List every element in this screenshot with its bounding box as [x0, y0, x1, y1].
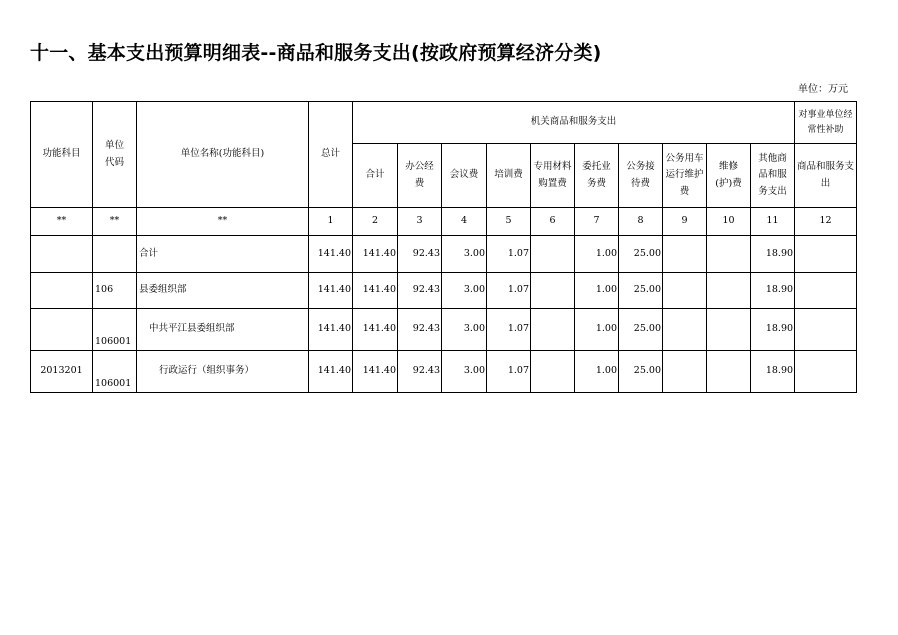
value-cell — [795, 236, 857, 273]
unit-label: 单位：万元 — [798, 84, 848, 95]
value-cell — [531, 273, 575, 309]
index-cell: 7 — [575, 208, 619, 236]
value-cell: 25.00 — [619, 273, 663, 309]
value-cell — [663, 351, 707, 393]
value-cell: 3.00 — [442, 273, 487, 309]
func-cell — [31, 236, 93, 273]
header-col-5: 培训费 — [487, 144, 531, 208]
table-row — [31, 273, 857, 309]
header-col-4: 会议费 — [442, 144, 487, 208]
value-cell: 92.43 — [398, 309, 442, 351]
value-cell: 141.40 — [353, 309, 398, 351]
value-cell: 3.00 — [442, 309, 487, 351]
header-col-7: 委托业务费 — [575, 144, 619, 208]
value-cell — [795, 273, 857, 309]
value-cell: 92.43 — [398, 351, 442, 393]
index-cell: 12 — [795, 208, 857, 236]
header-col-10: 维修(护)费 — [707, 144, 751, 208]
header-col-6: 专用材料购置费 — [531, 144, 575, 208]
value-cell: 1.00 — [575, 309, 619, 351]
index-cell: 2 — [353, 208, 398, 236]
code-cell — [93, 236, 137, 273]
header-func-subject: 功能科目 — [31, 102, 93, 208]
header-unit-name: 单位名称(功能科目) — [137, 102, 309, 208]
value-cell — [707, 273, 751, 309]
value-cell — [663, 273, 707, 309]
header-col-9: 公务用车运行维护费 — [663, 144, 707, 208]
value-cell: 18.90 — [751, 351, 795, 393]
header-col-11: 其他商品和服务支出 — [751, 144, 795, 208]
value-cell: 3.00 — [442, 236, 487, 273]
value-cell — [707, 236, 751, 273]
value-cell — [795, 309, 857, 351]
value-cell: 1.07 — [487, 351, 531, 393]
table-row — [31, 351, 857, 393]
value-cell — [707, 351, 751, 393]
index-cell: 3 — [398, 208, 442, 236]
value-cell: 141.40 — [309, 351, 353, 393]
value-cell: 141.40 — [309, 309, 353, 351]
page-title: 十一、基本支出预算明细表--商品和服务支出(按政府预算经济分类) — [30, 42, 602, 64]
value-cell: 25.00 — [619, 236, 663, 273]
table-row — [31, 236, 857, 273]
value-cell: 1.00 — [575, 236, 619, 273]
header-col-2: 合计 — [353, 144, 398, 208]
index-row — [31, 208, 857, 236]
value-cell — [707, 309, 751, 351]
value-cell — [663, 309, 707, 351]
table-row — [31, 309, 857, 351]
index-cell: 5 — [487, 208, 531, 236]
value-cell — [531, 351, 575, 393]
name-cell: 合计 — [137, 236, 309, 273]
func-cell — [31, 273, 93, 309]
value-cell: 1.00 — [575, 273, 619, 309]
header-subsidy-group: 对事业单位经常性补助 — [795, 102, 857, 144]
header-total: 总计 — [309, 102, 353, 208]
value-cell: 1.07 — [487, 273, 531, 309]
value-cell: 18.90 — [751, 236, 795, 273]
value-cell — [663, 236, 707, 273]
value-cell: 141.40 — [353, 236, 398, 273]
header-col-8: 公务接待费 — [619, 144, 663, 208]
header-col-12: 商品和服务支出 — [795, 144, 857, 208]
value-cell: 25.00 — [619, 351, 663, 393]
value-cell: 1.07 — [487, 309, 531, 351]
index-cell: 10 — [707, 208, 751, 236]
func-cell: 2013201 — [31, 351, 93, 393]
index-cell: 8 — [619, 208, 663, 236]
header-org-goods: 机关商品和服务支出 — [353, 102, 795, 144]
index-cell: 4 — [442, 208, 487, 236]
index-cell: ** — [137, 208, 309, 236]
code-cell: 106001 — [93, 351, 137, 393]
value-cell — [531, 309, 575, 351]
code-cell: 106 — [93, 273, 137, 309]
value-cell: 141.40 — [309, 273, 353, 309]
value-cell: 92.43 — [398, 236, 442, 273]
value-cell: 141.40 — [309, 236, 353, 273]
header-col-3: 办公经费 — [398, 144, 442, 208]
index-cell: 11 — [751, 208, 795, 236]
value-cell: 25.00 — [619, 309, 663, 351]
value-cell: 1.00 — [575, 351, 619, 393]
value-cell: 92.43 — [398, 273, 442, 309]
index-cell: ** — [31, 208, 93, 236]
value-cell: 18.90 — [751, 309, 795, 351]
code-cell: 106001 — [93, 309, 137, 351]
value-cell: 141.40 — [353, 351, 398, 393]
value-cell: 18.90 — [751, 273, 795, 309]
value-cell: 3.00 — [442, 351, 487, 393]
index-cell: 1 — [309, 208, 353, 236]
value-cell — [795, 351, 857, 393]
value-cell — [531, 236, 575, 273]
index-cell: ** — [93, 208, 137, 236]
index-cell: 9 — [663, 208, 707, 236]
name-cell: 行政运行（组织事务） — [137, 351, 309, 393]
name-cell: 中共平江县委组织部 — [137, 309, 309, 351]
func-cell — [31, 309, 93, 351]
value-cell: 1.07 — [487, 236, 531, 273]
name-cell: 县委组织部 — [137, 273, 309, 309]
value-cell: 141.40 — [353, 273, 398, 309]
index-cell: 6 — [531, 208, 575, 236]
budget-table — [30, 101, 857, 393]
header-unit-code: 单位代码 — [93, 102, 137, 208]
